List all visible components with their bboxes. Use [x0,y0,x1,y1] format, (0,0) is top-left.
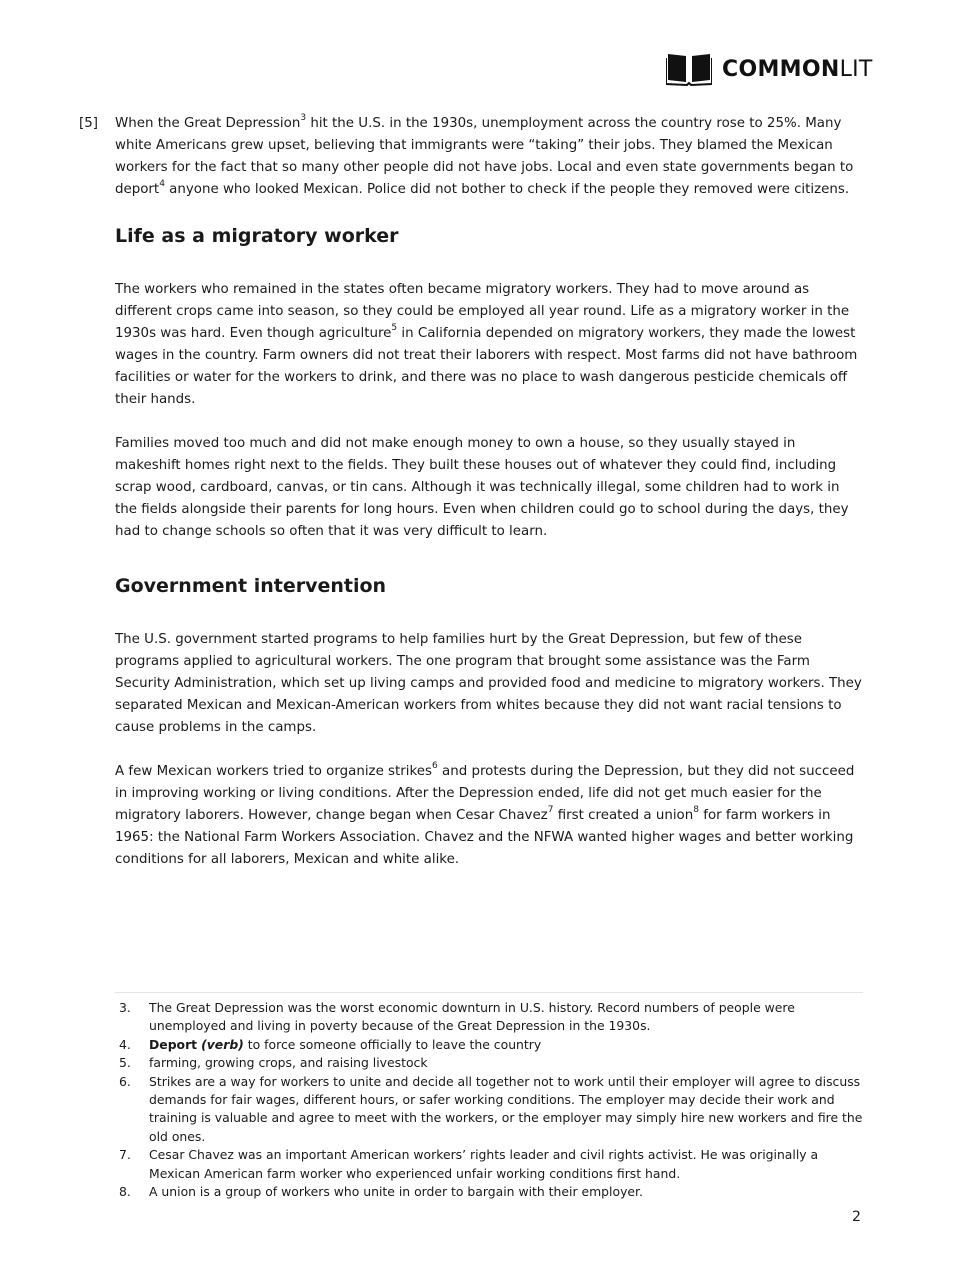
footnote-text: The Great Depression was the worst economic downturn in U.S. history. Record numbers of people were unemployed and living in poverty because of the Great Depression in the 1930s. [149,1000,795,1034]
text: The workers who remained in the states often became migratory workers. They had to move around as different crops came into season, so they could be employed all year round. Life as a migratory worker in the 1930s was hard. Even though agriculture [115,282,850,341]
footnote-ref[interactable]: 3 [300,113,307,123]
footnotes [115,999,863,1201]
section-heading: Life as a migratory worker [115,225,399,247]
footnote-ref[interactable]: 5 [391,323,398,333]
footnote-divider [115,992,863,993]
footnote-number: 7. [119,1147,131,1163]
text: first created a union [553,808,694,823]
footnote [115,1036,863,1054]
footnote [115,999,863,1036]
footnote-ref[interactable]: 7 [547,805,554,815]
paragraph-number: [5] [79,116,98,131]
footnote-number: 8. [119,1184,131,1200]
footnote-ref[interactable]: 8 [693,805,699,815]
footnote-number: 5. [119,1055,131,1071]
paragraph: The U.S. government started programs to help families hurt by the Great Depression, but few of these programs applied to agricultural workers. The one program that brought some assistance was the Farm Security Administration, which set up living camps and provided food and medicine to migratory workers. They separated Mexican and Mexican-American workers from whites because they did not want racial tensions to cause problems in the camps. [115,632,862,735]
text: hit the U.S. in the 1930s, unemployment across the country rose to 25%. Many white Americans grew upset, believing that immigrants were “taking” their jobs. They blamed the Mexican workers for the fact that so many other people did not have jobs. Local and even state governments began to deport [115,116,854,197]
part-of-speech: (verb) [201,1036,244,1052]
footnote-number: 4. [119,1036,131,1052]
footnote [115,1183,863,1201]
footnote-text [149,1036,541,1054]
footnote [115,1073,863,1147]
text: A few Mexican workers tried to organize strikes [115,764,433,779]
footnote-number: 6. [119,1073,131,1089]
text: in California depended on migratory workers, they made the lowest wages in the country. Farm owners did not treat their laborers with respect. Most farms did not have bathroom facilities or water for the workers to drink, and there was no place to wash dangerous pesticide chemicals off their hands. [115,326,858,407]
logo-text-lit: LIT [839,56,873,82]
page-number: 2 [852,1209,861,1225]
text: When the Great Depression [115,116,301,131]
footnote-term: Deport [149,1036,198,1052]
commonlit-logo [666,52,873,86]
definition: to force someone officially to leave the country [243,1036,542,1052]
article-body [79,113,865,893]
footnote-ref[interactable]: 4 [159,179,165,189]
paragraph [115,279,865,411]
paragraph: Families moved too much and did not make enough money to own a house, so they usually stayed in makeshift homes right next to the fields. They built these houses out of whatever they could find, including scrap wood, cardboard, canvas, or tin cans. Although it was technically illegal, some children had to work in the fields alongside their parents for long hours. Even when children could go to school during the days, they had to change schools so often that it was very difficult to learn. [115,436,849,539]
paragraph-5 [115,113,865,201]
footnote [115,1146,863,1183]
footnote-text: farming, growing crops, and raising livestock [149,1055,428,1071]
footnote-ref[interactable]: 6 [432,761,438,771]
paragraph [115,761,865,871]
footnote-number: 3. [119,1000,131,1015]
footnote [115,1054,863,1072]
text: and protests during the Depression, but they did not succeed in improving working or living conditions. After the Depression ended, life did not get much easier for the migratory laborers. However, change began when Cesar Chavez [115,764,855,823]
footnote-text: Cesar Chavez was an important American workers’ rights leader and civil rights activist. He was originally a Mexican American farm worker who experienced unfair working conditions first hand. [149,1147,819,1181]
text: for farm workers in 1965: the National Farm Workers Association. Chavez and the NFWA wanted higher wages and better working conditions for all laborers, Mexican and white alike. [115,808,854,867]
footnote-text: A union is a group of workers who unite in order to bargain with their employer. [149,1184,643,1200]
logo-text-common: COMMON [722,56,840,82]
section-heading: Government intervention [115,575,387,597]
open-book-icon [666,52,712,86]
footnote-text: Strikes are a way for workers to unite and decide all together not to work until their employer will agree to discuss demands for fair wages, different hours, or safer working conditions. The employer may decide their work and training is valuable and agree to meet with the workers, or the employer may simply hire new workers and fire the old ones. [149,1073,863,1144]
text: anyone who looked Mexican. Police did not bother to check if the people they removed were citizens. [164,182,850,197]
